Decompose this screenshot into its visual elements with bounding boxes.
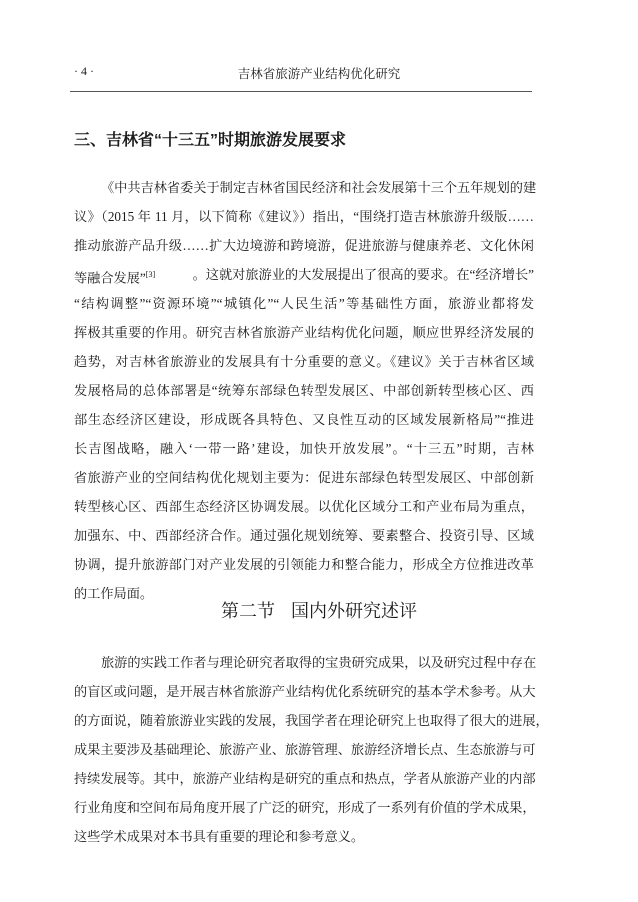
- text-line: “结构调整”“资源环境”“城镇化”“人民生活”等基础性方面，旅游业都将发: [74, 296, 534, 311]
- running-title: 吉林省旅游产业结构优化研究: [237, 67, 401, 81]
- subsection-heading: 三、吉林省“十三五”时期旅游发展要求: [74, 132, 347, 149]
- text-line: 持续发展等。其中，旅游产业结构是研究的重点和热点，学者从旅游产业的内部: [74, 771, 536, 786]
- section-name: 国内外研究述评: [291, 601, 417, 621]
- paragraph-2: [74, 648, 549, 851]
- text-line: 省旅游产业的空间结构优化规划主要为：促进东部绿色转型发展区、中部创新: [74, 470, 534, 485]
- text-line: 成果主要涉及基础理论、旅游产业、旅游管理、旅游经济增长点、生态旅游与可: [74, 742, 536, 757]
- text-line: 的盲区或问题，是开展吉林省旅游产业结构优化系统研究的基本学术参考。从大: [74, 684, 536, 699]
- text-line: 部生态经济区建设，形成既各具特色、又良性互动的区域发展新格局”“推进: [74, 412, 534, 427]
- text-line: 加强东、中、西部经济合作。通过强化规划统筹、要素整合、投资引导、区域: [74, 528, 534, 543]
- text-line: 旅游的实践工作者与理论研究者取得的宝贵研究成果，以及研究过程中存在: [101, 655, 537, 670]
- section-title: [120, 597, 518, 623]
- section-number: 第二节: [221, 601, 275, 621]
- text-fragment: 。这就对旅游业的大发展提出了很高的要求。在“经济增长”: [192, 267, 534, 282]
- paragraph-1: [74, 173, 537, 608]
- text-line: 趋势，对吉林省旅游业的发展具有十分重要的意义。《建议》关于吉林省区域: [74, 354, 534, 369]
- text-line: 转型核心区、西部生态经济区协调发展。以优化区域分工和产业布局为重点，: [74, 499, 534, 514]
- text-line: 推动旅游产品升级……扩大边境游和跨境游，促进旅游与健康养老、文化休闲: [74, 238, 534, 253]
- text-line: 的工作局面。: [74, 586, 154, 601]
- text-line: 长吉图战略，融入‘一带一路’建设，加快开放发展”。“十三五”时期，吉林: [74, 441, 534, 456]
- text-line: 这些学术成果对本书具有重要的理论和参考意义。: [74, 829, 365, 844]
- text-line: 《中共吉林省委关于制定吉林省国民经济和社会发展第十三个五年规划的建: [101, 180, 537, 195]
- text-line: 的方面说，随着旅游业实践的发展，我国学者在理论研究上也取得了很大的进展，: [74, 713, 549, 728]
- text-line: [74, 260, 534, 289]
- text-line: 发展格局的总体部署是“统筹东部绿色转型发展区、中部创新转型核心区、西: [74, 383, 534, 398]
- text-line: 行业角度和空间布局角度开展了广泛的研究，形成了一系列有价值的学术成果，: [74, 800, 536, 815]
- citation: [3]: [145, 270, 156, 279]
- text-line: 挥极其重要的作用。研究吉林省旅游产业结构优化问题，顺应世界经济发展的: [74, 325, 534, 340]
- text-line: 议》（2015 年 11 月，以下简称《建议》）指出，“围绕打造吉林旅游升级版……: [74, 209, 534, 224]
- text-line: 协调，提升旅游部门对产业发展的引领能力和整合能力，形成全方位推进改革: [74, 557, 534, 572]
- header-divider: [70, 91, 532, 92]
- page-number: · 4 ·: [74, 64, 94, 78]
- text-fragment: 等融合发展”: [74, 270, 146, 286]
